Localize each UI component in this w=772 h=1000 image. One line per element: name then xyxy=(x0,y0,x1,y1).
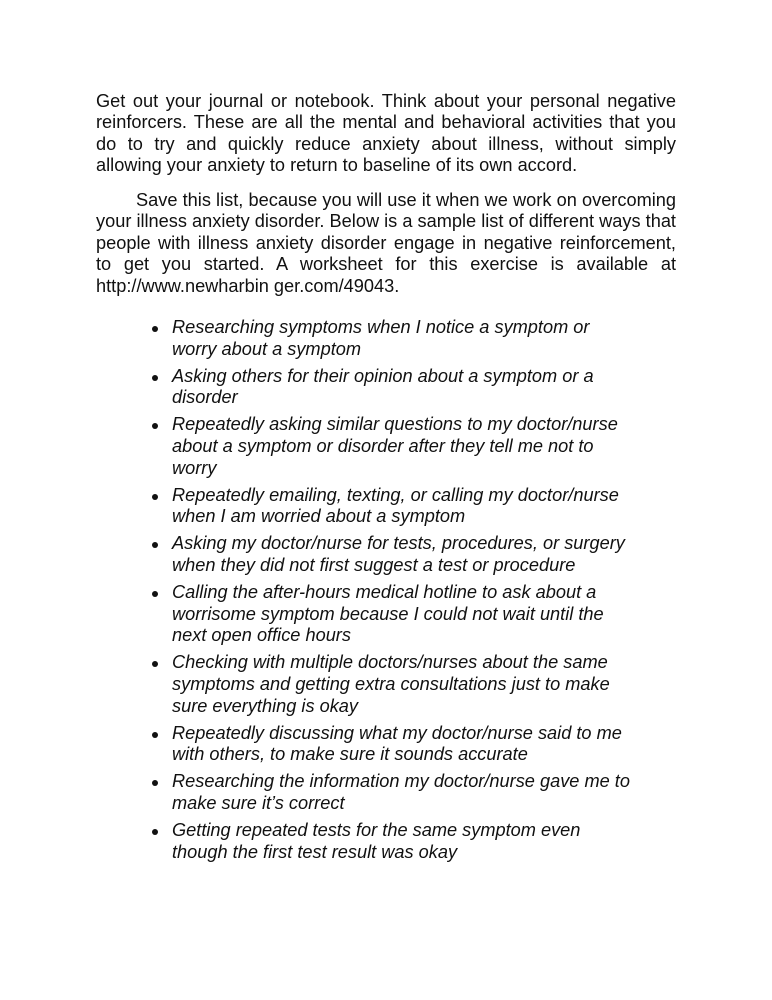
list-item-text: Calling the after-hours medical hotline to ask about a worrisome symptom because I could not wait until the next open office hours xyxy=(172,581,604,646)
list-item-text: Repeatedly discussing what my doctor/nurse said to me with others, to make sure it sounds accurate xyxy=(172,722,622,765)
list-item-text: Researching symptoms when I notice a symptom or worry about a symptom xyxy=(172,317,590,359)
bullet-icon xyxy=(152,423,158,429)
list-item xyxy=(146,414,636,479)
list-item xyxy=(146,652,636,717)
list-item xyxy=(146,723,636,767)
bullet-icon xyxy=(152,591,158,597)
bullet-icon xyxy=(152,542,158,548)
list-item xyxy=(146,317,636,361)
intro-paragraph: Get out your journal or notebook. Think about your personal negative reinforcers. These are all the mental and behavioral activities that you do to try and quickly reduce anxiety about illness, without simply allowing your anxiety to return to baseline of its own accord. xyxy=(96,91,676,176)
list-item xyxy=(146,582,636,647)
list-item-text: Repeatedly asking similar questions to my doctor/nurse about a symptom or disorder after they tell me not to worry xyxy=(172,414,618,478)
list-item xyxy=(146,533,636,577)
list-item-text: Repeatedly emailing, texting, or calling my doctor/nurse when I am worried about a symptom xyxy=(172,484,619,527)
bullet-icon xyxy=(152,780,158,786)
bullet-icon xyxy=(152,326,158,332)
bullet-icon xyxy=(152,494,158,500)
bullet-icon xyxy=(152,375,158,381)
bullet-icon xyxy=(152,829,158,835)
list-item xyxy=(146,771,636,815)
list-item-text: Asking my doctor/nurse for tests, procedures, or surgery when they did not first suggest a test or procedure xyxy=(172,533,625,575)
list-item xyxy=(146,820,636,864)
list-item-text: Researching the information my doctor/nurse gave me to make sure it’s correct xyxy=(172,771,630,813)
list-item-text: Checking with multiple doctors/nurses about the same symptoms and getting extra consultations just to make sure everything is okay xyxy=(172,652,610,716)
instruction-paragraph: Save this list, because you will use it when we work on overcoming your illness anxiety disorder. Below is a sample list of different ways that people with illness anxiety disorder engage in negative reinforcement, to get you started. A worksheet for this exercise is available at http://www.newharbin ger.com/49043. xyxy=(96,190,676,296)
list-item xyxy=(146,366,636,410)
negative-reinforcers-list xyxy=(146,317,636,868)
bullet-icon xyxy=(152,732,158,738)
list-item-text: Asking others for their opinion about a symptom or a disorder xyxy=(172,365,594,408)
bullet-icon xyxy=(152,661,158,667)
list-item xyxy=(146,485,636,529)
list-item-text: Getting repeated tests for the same symptom even though the first test result was okay xyxy=(172,819,581,862)
